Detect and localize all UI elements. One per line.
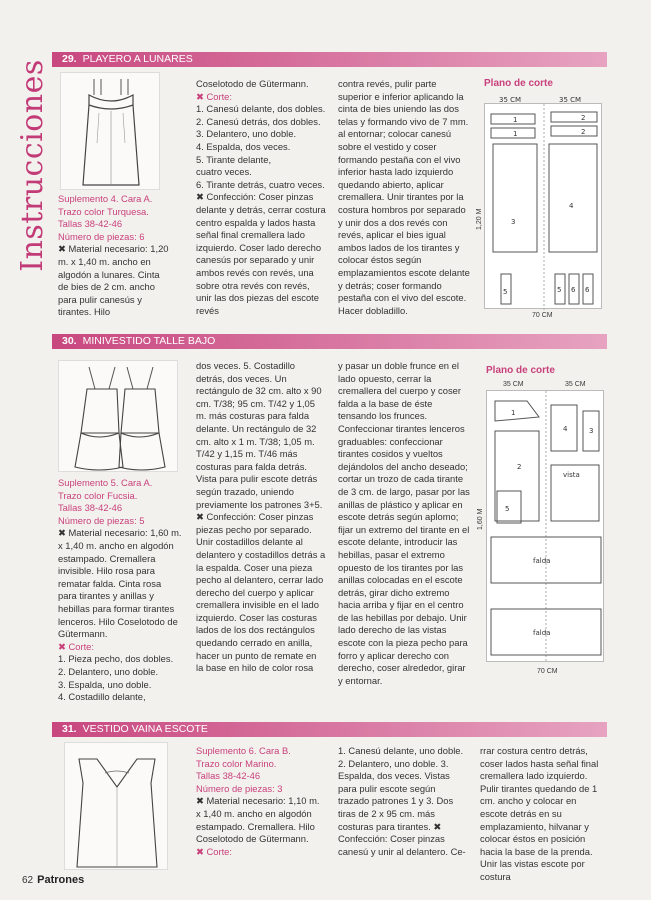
- section-30-col1: [58, 477, 182, 704]
- text-paragraph: 1. Canesú delante, uno doble. 2. Delantero, uno doble. 3. Espalda, dos veces. Vistas para pulir escote según trazado patrones 1 y 3. Dos tiras de 2 x 95 cm. más costuras para tirantes. ✖ Confección: Coser pinzas canesú y unir al delantero. Ce-: [338, 745, 466, 857]
- sizes-line: Tallas 38-42-46: [196, 770, 261, 782]
- plan-label: falda: [533, 629, 551, 637]
- plan-label: falda: [533, 557, 551, 565]
- text-line: ✖ Corte:: [196, 90, 232, 102]
- cutting-plan-30: [486, 390, 604, 662]
- section-31-col1: [196, 745, 326, 858]
- plan-dim-top-right: 35 CM: [559, 96, 582, 104]
- text-line: ✖ Confección: Coser pinzas delante y detrás, cerrar costura centro espalda y lados hasta señal final cremallera lado izquierdo. Coser lado derecho canesús por separado y unir ambos revés con revés, una sobre otra revés con revés, unir las dos piezas del escote revés: [196, 191, 326, 316]
- brand-logo: Patrones: [37, 874, 85, 886]
- supplement-line: Suplemento 4. Cara A.: [58, 193, 153, 204]
- text-line: 1. Pieza pecho, dos dobles.: [58, 653, 174, 665]
- section-title: PLAYERO A LUNARES: [82, 53, 193, 65]
- plan-label: 6: [585, 286, 590, 294]
- section-title: VESTIDO VAINA ESCOTE: [82, 723, 208, 735]
- plan-label: vista: [563, 471, 580, 479]
- text-line: ✖ Corte:: [196, 845, 232, 857]
- text-line: 5. Tirante delante,: [196, 153, 272, 165]
- plan-dim-side: 1,60 M: [477, 508, 484, 530]
- plan-dim-top-right: 35 CM: [565, 381, 586, 388]
- plan-label: 5: [503, 288, 508, 296]
- dress-sketch-29-drawing: [61, 73, 161, 191]
- section-number: 31.: [62, 723, 77, 735]
- plan-label: 3: [589, 427, 594, 435]
- trace-color-line: Trazo color Turquesa.: [58, 205, 149, 217]
- plan-label: 1: [513, 116, 518, 124]
- text-line: 6. Tirante detrás, cuatro veces.: [196, 178, 325, 190]
- material-text: ✖ Material necesario: 1,20 m. x 1,40 m. ancho en algodón a lunares. Cinta de bies de 2 cm. ancho para pulir canesús y tirantes. Hilo: [58, 243, 169, 318]
- text-paragraph: contra revés, pulir parte superior e inferior aplicando la cinta de bies uniendo las dos telas y formando vivo de 7 mm. al entornar; colocar canesú sobre el vestido y coser formando pestaña con el vivo inferior hasta lado izquierdo quedando abierto, aplicar cremallera. Unir tirantes por la costura hombros por separado y unir dos a dos revés con revés, aplicar el bies igual ambos lados de los tirantes y colocar éstos según emplazamientos escote delante y detrás; coser formando pestaña con el vivo del escote. Hacer dobladillo.: [338, 78, 470, 316]
- text-line: ✖ Corte:: [58, 640, 94, 652]
- cutting-plan-29: [484, 96, 602, 309]
- text-line: 4. Costadillo delante,: [58, 691, 146, 703]
- plan-dim-top-left: 35 CM: [499, 96, 522, 104]
- page-number: 62: [22, 874, 34, 886]
- pieces-line: Número de piezas: 5: [58, 514, 145, 526]
- section-31-col2: [338, 745, 466, 858]
- trace-color-line: Trazo color Marino.: [196, 757, 277, 769]
- section-title: MINIVESTIDO TALLE BAJO: [82, 335, 216, 347]
- section-31-col3: [480, 745, 606, 884]
- sizes-line: Tallas 38-42-46: [58, 218, 123, 230]
- text-line: Coselotodo de Gütermann.: [196, 78, 309, 89]
- section-30-col2: [196, 360, 326, 675]
- vertical-section-title: [14, 60, 50, 270]
- text-paragraph: rrar costura centro detrás, coser lados hasta señal final cremallera lado izquierdo. Pulir tirantes quedando de 1 cm. ancho y colocar en escote detrás en su emplazamiento, hilvanar y colocar éstos en posición hacia la base de la prenda. Unir las vistas escote por costura: [480, 745, 599, 882]
- supplement-line: Suplemento 5. Cara A.: [58, 477, 153, 488]
- plan-label: 6: [571, 286, 576, 294]
- plan-label: 5: [557, 286, 562, 294]
- text-line: ✖ Material necesario: 1,60 m. x 1,40 m. ancho en algodón estampado. Cremallera invisible. Hilo rosa para rematar falda. Cinta rosa para tirantes y anillas y hebillas para formar tirantes lenceros. Hilo Coselotodo de Gütermann.: [58, 527, 182, 640]
- plan-label: 4: [563, 425, 568, 433]
- dress-sketch-31: [64, 742, 168, 870]
- plan-label: 2: [517, 463, 522, 471]
- text-line: 4. Espalda, dos veces.: [196, 140, 291, 152]
- plan-label: 1: [511, 409, 516, 417]
- pieces-line: Número de piezas: 6: [58, 230, 145, 242]
- trace-color-line: Trazo color Fucsia.: [58, 489, 138, 501]
- cutting-plan-30-drawing: [487, 391, 605, 663]
- text-line: cuatro veces.: [196, 166, 252, 178]
- sizes-line: Tallas 38-42-46: [58, 502, 123, 514]
- section-29-col2: [196, 78, 326, 317]
- section-29-col3: [338, 78, 470, 317]
- dress-sketch-31-drawing: [65, 743, 169, 871]
- text-line: 2. Canesú detrás, dos dobles.: [196, 115, 321, 127]
- supplement-line: Suplemento 6. Cara B.: [196, 745, 291, 756]
- text-line: 3. Delantero, uno doble.: [196, 128, 297, 140]
- plan-label: 2: [581, 114, 586, 122]
- plan-dim-bottom: 70 CM: [532, 312, 553, 319]
- text-paragraph: y pasar un doble frunce en el lado opuesto, cerrar la cremallera del cuerpo y coser falda a la base de éste tensando los frunces. Confeccionar tirantes lenceros graduables: confeccionar tirantes cosidos y vueltos dejándolos del ancho deseado; cortar un trozo de cada tirante de 3 cm. de largo, pasar por las anillas de plástico y aplicar en escote detrás según aplomo; fijar un extremo del tirante en el escote delante, introducir las hebillas, pasar el extremo opuesto de los tirantes por las anillas colocadas en el escote detrás, girar dicho extremo hacia arriba y fijar en el centro de las hebillas por debajo. Unir lado derecho de las vistas escote con la pieza pecho para forro y aplicar derecho con derecho, coser alrededor, girar y entornar.: [338, 360, 470, 686]
- section-30-col3: [338, 360, 470, 687]
- text-line: 1. Canesú delante, dos dobles.: [196, 103, 326, 115]
- text-line: 3. Espalda, uno doble.: [58, 678, 152, 690]
- plan-label: 5: [505, 505, 510, 513]
- section-header-29: [52, 52, 607, 67]
- plan-label: 2: [581, 128, 586, 136]
- plan-dim-bottom: 70 CM: [537, 668, 558, 675]
- text-line: 2. Delantero, uno doble.: [58, 665, 159, 677]
- plan-dim-top-left: 35 CM: [503, 381, 524, 388]
- plan-label: 1: [513, 130, 518, 138]
- section-29-meta: [58, 193, 170, 319]
- plan-label: 3: [511, 218, 516, 226]
- plan-dim-side: 1,20 M: [476, 208, 483, 230]
- cutting-plan-29-drawing: [485, 96, 603, 310]
- page-footer: [22, 874, 84, 886]
- cutting-plan-title: Plano de corte: [484, 78, 553, 89]
- dress-sketch-30: [58, 360, 178, 472]
- pieces-line: Número de piezas: 3: [196, 782, 283, 794]
- section-header-30: [52, 334, 607, 349]
- text-paragraph: dos veces. 5. Costadillo detrás, dos veces. Un rectángulo de 32 cm. alto x 90 cm. T/38; 95 cm. T/42 y 1,05 m. más costuras para falda delante. Un rectángulo de 32 cm. alto x 1 m. T/38; 1,05 m. T/42 y 1,15 m. T/46 más costuras para falda detrás. Vista para pulir escote detrás según trazado, uniendo previamente los patrones 3+5. ✖ Confección: Coser pinzas piezas pecho por separado. Unir costadillos delante al delantero y costadillos detrás a la espalda. Coser una pieza pecho al delantero, cerrar lado derecho del cuerpo y aplicar cremallera invisible en el lado izquierdo. Coser las costuras lados de los dos rectángulos quedando cerrado en anilla, hacer un punto de remate en la base en hilo de color rosa: [196, 360, 326, 674]
- section-number: 30.: [62, 335, 77, 347]
- section-number: 29.: [62, 53, 77, 65]
- plan-label: 4: [569, 202, 574, 210]
- text-line: ✖ Material necesario: 1,10 m. x 1,40 m. ancho en algodón estampado. Cremallera. Hilo Coselotodo de Gütermann.: [196, 795, 320, 845]
- vertical-title-text: Instrucciones: [14, 58, 50, 272]
- section-header-31: [52, 722, 607, 737]
- cutting-plan-title: Plano de corte: [486, 365, 555, 376]
- dress-sketch-30-drawing: [59, 361, 179, 473]
- dress-sketch-29: [60, 72, 160, 190]
